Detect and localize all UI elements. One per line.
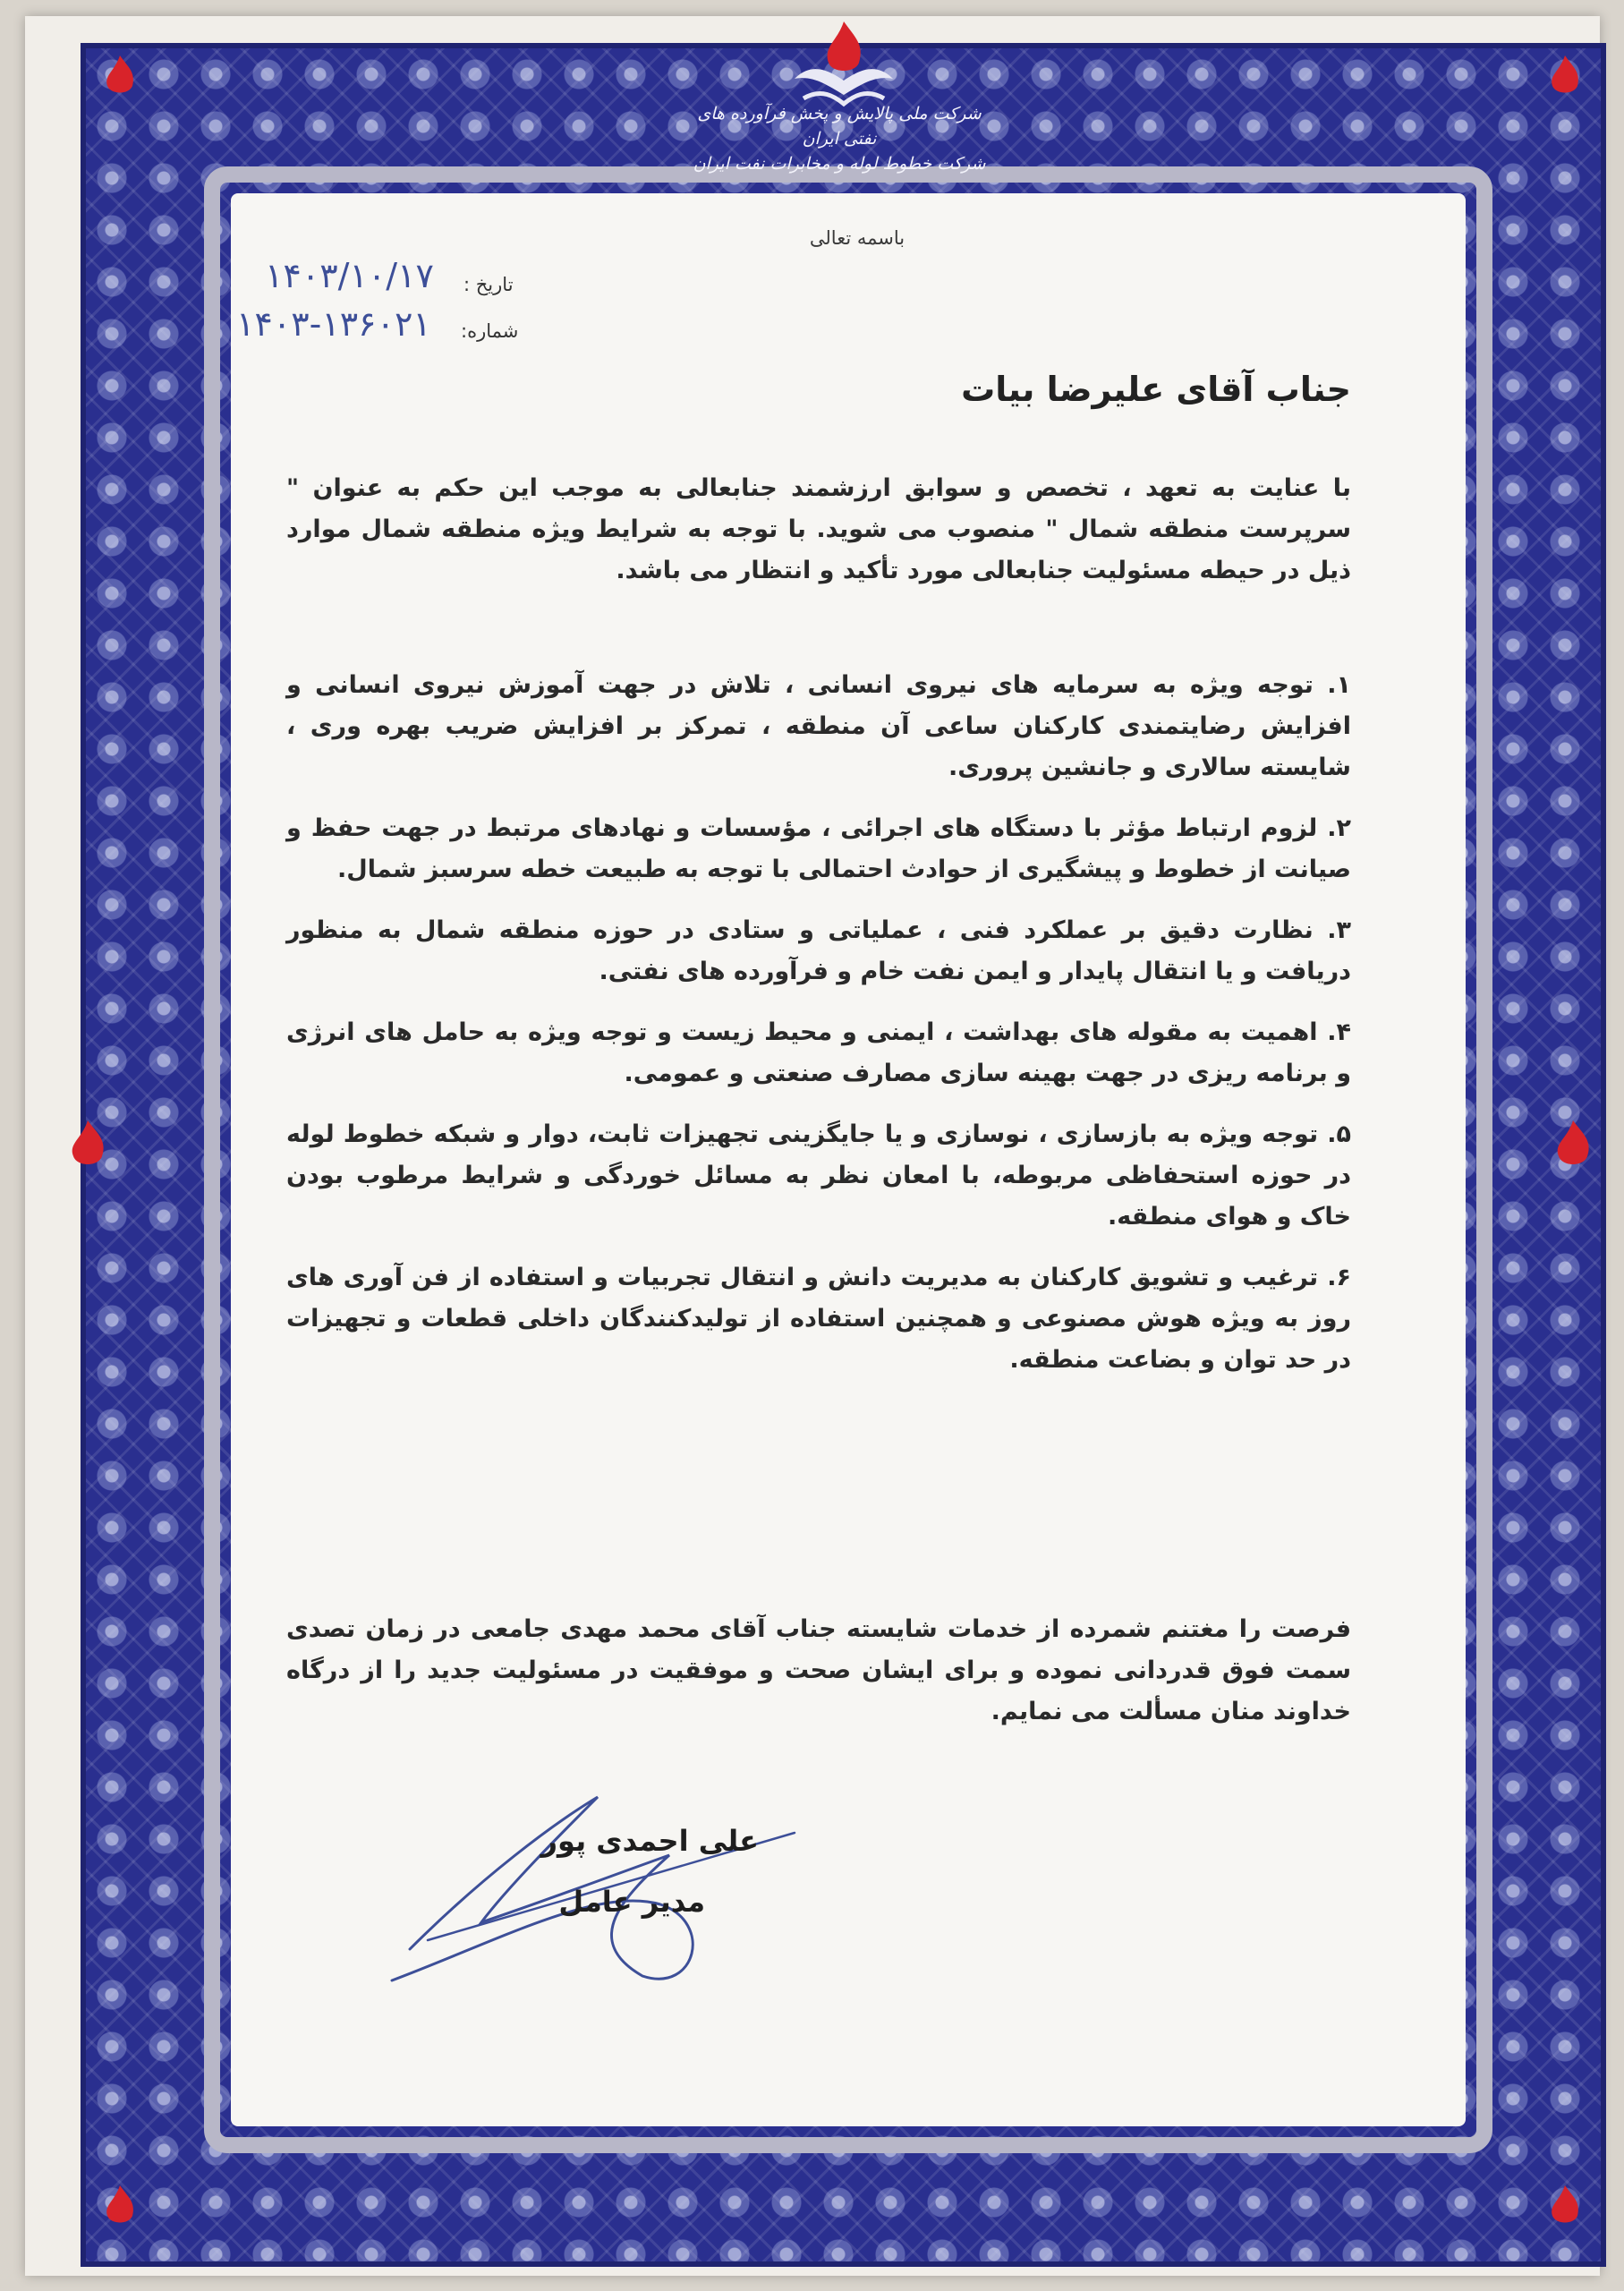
list-item bbox=[286, 1012, 1351, 1094]
addressee-heading: جناب آقای علیرضا بیات bbox=[961, 370, 1351, 409]
item-number: ۴. bbox=[1327, 1018, 1352, 1046]
item-text: نظارت دقیق بر عملکرد فنی ، عملیاتی و ستادی در حوزه منطقه شمال به منظور دریافت و یا انتقال پایدار و ایمن نفت خام و فرآورده های نفتی. bbox=[286, 916, 1351, 985]
flame-ornament-icon bbox=[1542, 2182, 1588, 2228]
item-number: ۵. bbox=[1327, 1120, 1351, 1148]
signature-block bbox=[383, 1770, 759, 2003]
list-item bbox=[286, 1257, 1351, 1381]
item-text: ترغیب و تشویق کارکنان به مدیریت دانش و انتقال تجربیات و استفاده از فن آوری های روز به ویژه هوش مصنوعی و همچنین استفاده از تولیدکنندگان داخلی قطعات و تجهیزات در حد توان و بضاعت منطقه. bbox=[286, 1264, 1351, 1374]
flame-ornament-icon bbox=[1546, 1117, 1600, 1171]
number-value: ۱۴۰۳-۱۳۶۰۲۱ bbox=[236, 304, 431, 344]
item-text: لزوم ارتباط مؤثر با دستگاه های اجرائی ، مؤسسات و نهادهای مرتبط در جهت حفظ و صیانت از خطوط و پیشگیری از حوادث احتمالی با توجه به طبیعت خطه سرسبز شمال. bbox=[286, 814, 1351, 883]
flame-ornament-icon bbox=[61, 1117, 115, 1171]
company-header-text bbox=[687, 101, 991, 176]
number-label: شماره: bbox=[461, 320, 519, 342]
intro-text-part-1: با عنایت به تعهد ، تخصص و سوابق ارزشمند جنابعالی به موجب این حکم به عنوان " bbox=[286, 474, 1351, 502]
list-item bbox=[286, 910, 1351, 992]
signatory-name: علی احمدی پور bbox=[540, 1824, 759, 1858]
company-line-1: شرکت ملی پالایش و پخش فرآورده های نفتی ایران bbox=[697, 104, 982, 149]
intro-text-part-2: " منصوب می شوید. با توجه به شرایط ویژه منطقه شمال موارد ذیل در حیطه مسئولیت جنابعالی مورد تأکید و انتظار می باشد. bbox=[286, 515, 1351, 584]
signatory-title: مدیر عامل bbox=[558, 1885, 705, 1919]
item-number: ۶. bbox=[1327, 1264, 1351, 1291]
item-number: ۳. bbox=[1327, 916, 1351, 944]
list-item bbox=[286, 665, 1351, 788]
item-text: توجه ویژه به بازسازی ، نوسازی و یا جایگزینی تجهیزات ثابت، دوار و شبکه خطوط لوله در حوزه استحفاظی مربوطه، با امعان نظر به مسائل خوردگی و شرایط مرطوب بودن خاک و هوای منطقه. bbox=[286, 1120, 1351, 1231]
flame-ornament-icon bbox=[97, 52, 143, 98]
item-text: اهمیت به مقوله های بهداشت ، ایمنی و محیط زیست و توجه ویژه به حامل های انرژی و برنامه ریزی در جهت بهینه سازی مصارف صنعتی و عمومی. bbox=[286, 1018, 1351, 1087]
position-title: سرپرست منطقه شمال bbox=[1067, 515, 1352, 543]
flame-ornament-icon bbox=[97, 2182, 143, 2228]
item-number: ۱. bbox=[1327, 671, 1351, 699]
bismillah-heading: باسمه تعالی bbox=[809, 227, 906, 249]
list-item bbox=[286, 1114, 1351, 1238]
intro-paragraph bbox=[286, 468, 1351, 592]
closing-paragraph: فرصت را مغتنم شمرده از خدمات شایسته جناب آقای محمد مهدی جامعی در زمان تصدی سمت فوق قدردانی نموده و برای ایشان صحت و موفقیت در مسئولیت جدید را از درگاه خداوند منان مسألت می نمایم. bbox=[286, 1615, 1351, 1725]
duties-list bbox=[286, 665, 1351, 1401]
company-line-2: شرکت خطوط لوله و مخابرات نفت ایران bbox=[693, 154, 986, 174]
document-sheet bbox=[25, 16, 1600, 2276]
date-label: تاریخ : bbox=[463, 274, 514, 295]
list-item bbox=[286, 808, 1351, 890]
item-text: توجه ویژه به سرمایه های نیروی انسانی ، تلاش در جهت آموزش نیروی انسانی و افزایش رضایتمندی کارکنان ساعی آن منطقه ، تمرکز بر افزایش ضریب بهره وری ، شایسته سالاری و جانشین پروری. bbox=[286, 671, 1351, 781]
item-number: ۲. bbox=[1327, 814, 1351, 842]
flame-ornament-icon bbox=[1542, 52, 1588, 98]
date-value: ۱۴۰۳/۱۰/۱۷ bbox=[265, 256, 434, 295]
